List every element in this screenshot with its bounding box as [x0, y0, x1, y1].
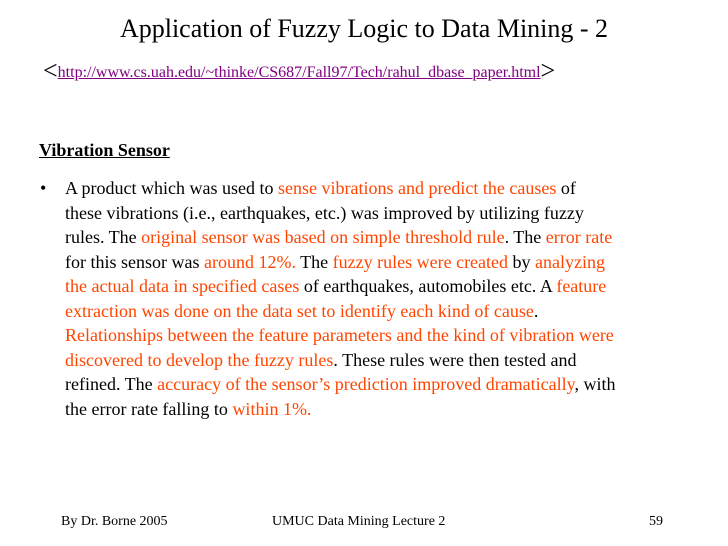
body-text: these vibrations (i.e., earthquakes, etc.) was improved by utilizing fuzzy [65, 202, 584, 223]
body-text: for this sensor was [65, 251, 204, 272]
slide-title: Application of Fuzzy Logic to Data Mining - 2 [119, 14, 609, 43]
reference-link[interactable]: http://www.cs.uah.edu/~thinke/CS687/Fall97/Tech/rahul_dbase_paper.html [57, 64, 541, 81]
paragraph-line [65, 176, 705, 201]
paragraph-line [65, 201, 705, 226]
highlighted-text: feature [556, 276, 607, 296]
reference-link-line [43, 56, 555, 88]
highlighted-text: analyzing [535, 251, 606, 272]
footer-course: UMUC Data Mining Lecture 2 [272, 514, 446, 529]
highlighted-text: error rate [545, 227, 613, 247]
highlighted-text: fuzzy rules were created [332, 251, 509, 272]
body-text: of [556, 178, 576, 198]
highlighted-text: within 1%. [232, 398, 312, 419]
highlighted-text: around 12%. [203, 251, 296, 272]
paragraph-line [65, 372, 705, 397]
body-text: refined. The [65, 374, 158, 394]
paragraph-line [65, 250, 705, 275]
highlighted-text: sense vibrations and predict the causes [277, 178, 557, 198]
body-text: A product which was used to [65, 178, 278, 198]
highlighted-text: Relationships between the feature parameters and the kind of vibration were [65, 325, 614, 345]
body-text: The [295, 251, 333, 272]
paragraph-line [65, 397, 705, 422]
paragraph-line [65, 299, 705, 324]
body-text: . [533, 300, 539, 321]
open-angle-bracket: < [43, 56, 58, 85]
highlighted-text: accuracy of the sensor’s prediction improved dramatically [157, 374, 575, 394]
body-text: , with [574, 374, 616, 394]
body-text: . The [504, 227, 546, 247]
body-text: by [508, 251, 536, 272]
paragraph-line [65, 323, 705, 348]
footer-page-number: 59 [649, 514, 663, 529]
section-heading: Vibration Sensor [39, 140, 170, 160]
highlighted-text: original sensor was based on simple threshold rule [141, 227, 505, 247]
body-text: . These rules were then tested and [333, 349, 577, 370]
body-text: rules. The [65, 227, 142, 247]
paragraph-line [65, 225, 705, 250]
highlighted-text: extraction was done on the data set to identify each kind of cause [65, 300, 534, 321]
bullet-icon: • [40, 178, 47, 198]
footer-author: By Dr. Borne 2005 [61, 514, 168, 529]
bullet-paragraph [65, 176, 705, 421]
paragraph-line [65, 274, 705, 299]
body-text: of earthquakes, automobiles etc. A [299, 276, 557, 296]
highlighted-text: discovered to develop the fuzzy rules [65, 349, 334, 370]
highlighted-text: the actual data in specified cases [65, 276, 300, 296]
paragraph-line [65, 348, 705, 373]
body-text: the error rate falling to [65, 398, 233, 419]
close-angle-bracket: > [540, 56, 556, 85]
